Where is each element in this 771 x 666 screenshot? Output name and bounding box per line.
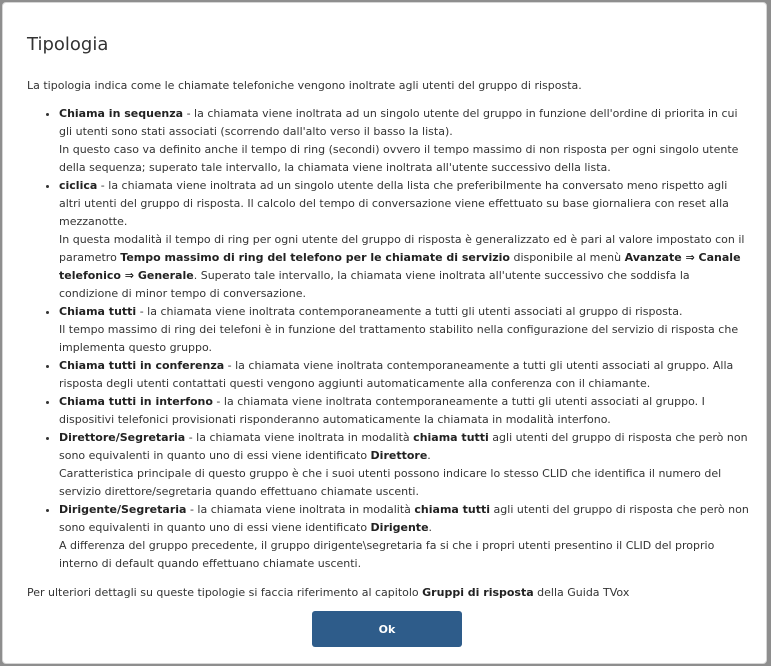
menu-path: Avanzate ⇒ Canale telefonico ⇒ Generale: [59, 251, 741, 282]
parameter-name: Tempo massimo di ring del telefono per le chiamate di servizio: [120, 251, 510, 264]
list-item-direttore-segretaria: [59, 429, 749, 501]
footer-text: Per ulteriori dettagli su queste tipologie si faccia riferimento al capitolo: [27, 586, 423, 599]
item-text: - la chiamata viene inoltrata contemporaneamente a tutti gli utenti associati al gruppo. Alla risposta degli utenti contattati questi vengono aggiunti automaticamente alla conferenza con il chiamante.: [59, 359, 734, 390]
list-item-chiama-in-sequenza: [59, 105, 749, 177]
list-item-chiama-tutti-in-conferenza: [59, 357, 749, 393]
item-text: - la chiamata viene inoltrata ad un singolo utente del gruppo in funzione dell'ordine di priorita in cui gli utenti sono stati associati (scorrendo dall'alto verso il basso la lista).: [59, 107, 738, 138]
item-text: .: [428, 521, 433, 534]
item-detail-text: disponibile al menù: [509, 251, 625, 264]
item-text: - la chiamata viene inoltrata contemporaneamente a tutti gli utenti associati al gruppo. I dispositivi telefonici provisionati risponderanno automaticamente la chiamata in modalità interfono.: [59, 395, 705, 426]
role-name: Dirigente: [370, 521, 429, 534]
item-detail: Il tempo massimo di ring dei telefoni è in funzione del trattamento stabilito nella configurazione del servizio di risposta che implementa questo gruppo.: [59, 323, 739, 354]
list-item-ciclica: [59, 177, 749, 303]
item-text: - la chiamata viene inoltrata ad un singolo utente della lista che preferibilmente ha conversato meno rispetto agli altri utenti del gruppo di risposta. Il calcolo del tempo di conversazione viene effettuato su base giornaliera con reset alla mezzanotte.: [59, 179, 729, 228]
mode-name: chiama tutti: [414, 503, 491, 516]
item-detail: Caratteristica principale di questo gruppo è che i suoi utenti possono indicare lo stesso CLID che identifica il numero del servizio direttore/segretaria quando effettuano chiamate uscenti.: [59, 467, 722, 498]
item-name: Chiama tutti: [59, 305, 137, 318]
item-name: Direttore/Segretaria: [59, 431, 186, 444]
item-name: ciclica: [59, 179, 98, 192]
item-text: - la chiamata viene inoltrata contemporaneamente a tutti gli utenti associati al gruppo di risposta.: [136, 305, 683, 318]
typology-list: [27, 105, 749, 573]
item-name: Chiama tutti in interfono: [59, 395, 213, 408]
list-item-chiama-tutti: [59, 303, 749, 357]
item-detail-text: In questa modalità il tempo di ring per ogni utente del gruppo di risposta è generalizzato ed è pari al valore impostato con il parametro: [59, 233, 745, 264]
item-text: .: [427, 449, 431, 462]
list-item-dirigente-segretaria: [59, 501, 749, 573]
ok-button[interactable]: Ok: [312, 611, 462, 647]
item-name: Dirigente/Segretaria: [59, 503, 187, 516]
list-item-chiama-tutti-in-interfono: [59, 393, 749, 429]
item-name: Chiama in sequenza: [59, 107, 184, 120]
intro-text: La tipologia indica come le chiamate telefoniche vengono inoltrate agli utenti del gruppo di risposta.: [27, 79, 582, 92]
item-detail: In questo caso va definito anche il tempo di ring (secondi) ovvero il tempo massimo di non risposta per ogni singolo utente della sequenza; superato tale intervallo, la chiamata viene inoltrata all'utente successivo della lista.: [59, 143, 739, 174]
tipologia-dialog: [2, 2, 767, 664]
item-detail: [59, 231, 749, 303]
item-detail-text: . Superato tale intervallo, la chiamata viene inoltrata all'utente successivo che soddisfa la condizione di minor tempo di conversazione.: [59, 269, 690, 300]
role-name: Direttore: [370, 449, 428, 462]
chapter-name: Gruppi di risposta: [422, 586, 534, 599]
footer-text: della Guida TVox: [533, 586, 630, 599]
item-text: - la chiamata viene inoltrata in modalità: [186, 503, 415, 516]
item-text: agli utenti del gruppo di risposta che però non sono equivalenti in quanto uno di essi viene identificato: [59, 503, 749, 534]
footer-note: [27, 584, 749, 602]
dialog-content: [27, 77, 749, 602]
item-detail: A differenza del gruppo precedente, il gruppo dirigente\segretaria fa si che i propri utenti presentino il CLID del proprio interno di default quando effettuano chiamate uscenti.: [59, 539, 715, 570]
item-text: - la chiamata viene inoltrata in modalità: [185, 431, 414, 444]
item-name: Chiama tutti in conferenza: [59, 359, 225, 372]
mode-name: chiama tutti: [413, 431, 489, 444]
dialog-title: Tipologia: [27, 34, 109, 55]
item-text: agli utenti del gruppo di risposta che però non sono equivalenti in quanto uno di essi viene identificato: [59, 431, 748, 462]
